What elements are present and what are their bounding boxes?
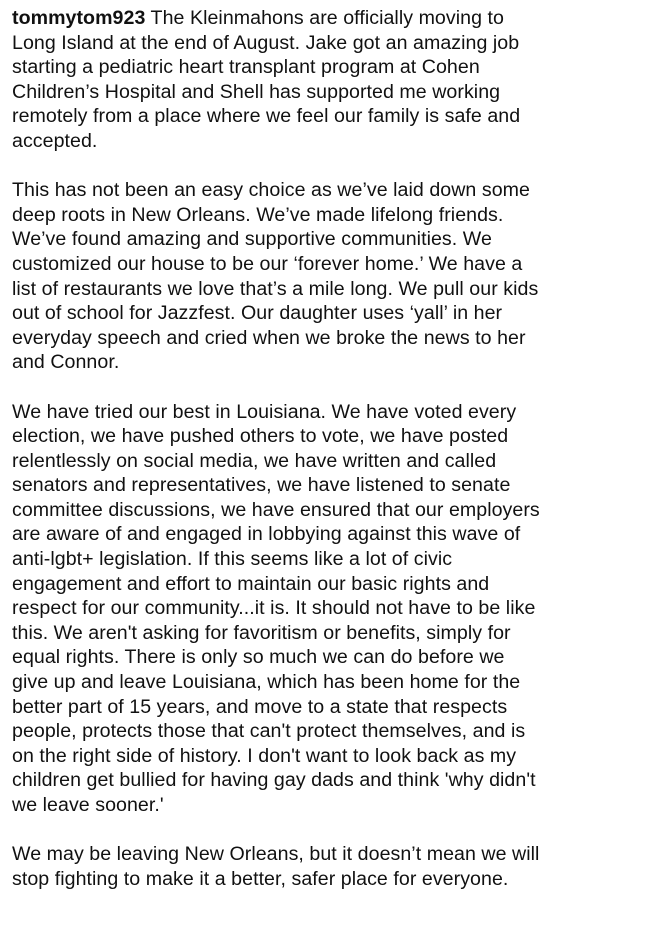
caption-text: The Kleinmahons are officially moving to bbox=[145, 7, 504, 29]
caption-line: anti-lgbt+ legislation. If this seems like a lot of civic bbox=[12, 548, 453, 571]
caption-line: deep roots in New Orleans. We’ve made lifelong friends. bbox=[12, 203, 504, 226]
caption-line: starting a pediatric heart transplant program at Cohen bbox=[12, 56, 480, 79]
caption-line: election, we have pushed others to vote, we have posted bbox=[12, 425, 509, 448]
caption-line: everyday speech and cried when we broke the news to her bbox=[12, 326, 526, 349]
caption-line: This has not been an easy choice as we’ve laid down some bbox=[12, 179, 530, 202]
caption-line: remotely from a place where we feel our family is safe and bbox=[12, 105, 521, 128]
caption-line: out of school for Jazzfest. Our daughter uses ‘yall’ in her bbox=[12, 302, 503, 325]
caption-line: we leave sooner.' bbox=[12, 794, 164, 816]
caption-line: give up and leave Louisiana, which has been home for the bbox=[12, 671, 521, 694]
caption-line: on the right side of history. I don't want to look back as my bbox=[12, 744, 517, 767]
caption-line: relentlessly on social media, we have written and called bbox=[12, 449, 497, 472]
caption-line: We may be leaving New Orleans, but it doesn’t mean we will bbox=[12, 843, 540, 866]
caption-line: Children’s Hospital and Shell has supported me working bbox=[12, 80, 501, 103]
caption-paragraph-1 bbox=[12, 6, 642, 154]
caption-line: We have tried our best in Louisiana. We have voted every bbox=[12, 400, 517, 423]
caption-paragraph-2 bbox=[12, 178, 642, 375]
caption-paragraph-4 bbox=[12, 842, 642, 891]
caption-line: customized our house to be our ‘forever home.’ We have a bbox=[12, 252, 523, 275]
caption-line: are aware of and engaged in lobbying against this wave of bbox=[12, 523, 521, 546]
caption-line: engagement and effort to maintain our basic rights and bbox=[12, 572, 490, 595]
post-caption bbox=[12, 6, 642, 891]
caption-line: respect for our community...it is. It should not have to be like bbox=[12, 597, 536, 620]
caption-line: senators and representatives, we have listened to senate bbox=[12, 474, 511, 497]
caption-line: this. We aren't asking for favoritism or benefits, simply for bbox=[12, 621, 511, 644]
caption-line bbox=[12, 6, 642, 31]
caption-line: children get bullied for having gay dads and think 'why didn't bbox=[12, 769, 536, 792]
caption-line: and Connor. bbox=[12, 351, 120, 374]
caption-line: We’ve found amazing and supportive communities. We bbox=[12, 228, 492, 251]
caption-paragraph-3 bbox=[12, 400, 642, 818]
caption-line: Long Island at the end of August. Jake got an amazing job bbox=[12, 31, 520, 54]
caption-line: committee discussions, we have ensured that our employers bbox=[12, 498, 540, 521]
caption-line: list of restaurants we love that’s a mile long. We pull our kids bbox=[12, 277, 539, 300]
caption-line: accepted. bbox=[12, 129, 98, 152]
username-link[interactable]: tommytom923 bbox=[12, 7, 146, 29]
caption-line: better part of 15 years, and move to a state that respects bbox=[12, 695, 508, 718]
caption-line: stop fighting to make it a better, safer place for everyone. bbox=[12, 867, 509, 890]
caption-line: equal rights. There is only so much we can do before we bbox=[12, 646, 505, 669]
caption-line: people, protects those that can't protect themselves, and is bbox=[12, 720, 526, 743]
